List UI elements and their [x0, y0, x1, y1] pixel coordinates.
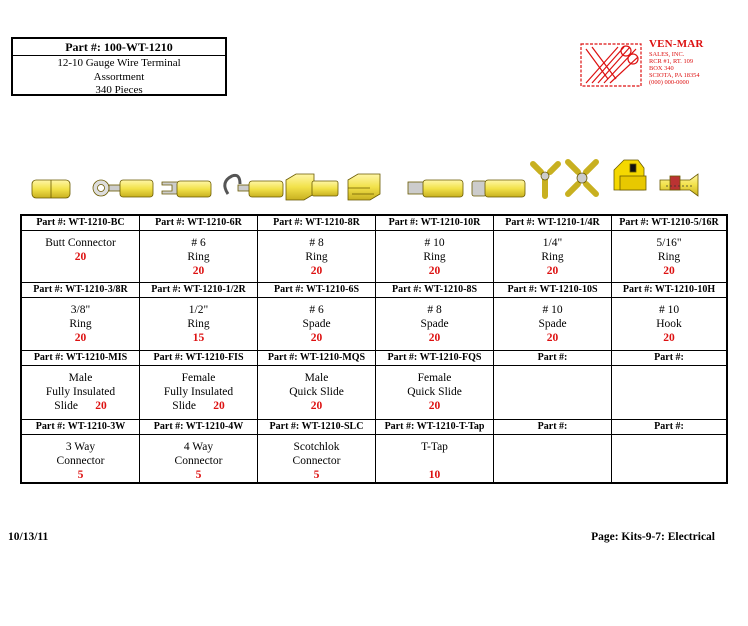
logo-line: SCIOTA, PA 18354: [649, 72, 700, 79]
part-cell: [22, 435, 140, 482]
part-desc: Scotchlok: [293, 441, 340, 453]
part-desc: Spade: [302, 318, 331, 330]
part-cell: [612, 231, 726, 282]
logo-line: BOX 340: [649, 65, 674, 72]
part-number-cell: Part #: WT-1210-BC: [22, 216, 140, 230]
part-desc: Butt Connector: [45, 237, 116, 249]
part-desc: # 10: [542, 304, 563, 316]
part-number-cell: Part #:: [494, 420, 612, 434]
footer-page: Page: Kits-9-7: Electrical: [591, 531, 715, 543]
part-number-cell: Part #: WT-1210-3/8R: [22, 283, 140, 297]
part-qty: 20: [663, 265, 675, 277]
description-line: 340 Pieces: [95, 84, 143, 96]
part-desc: 5/16": [656, 237, 682, 249]
part-number-cell: Part #: WT-1210-6R: [140, 216, 258, 230]
part-desc: 3 Way: [65, 441, 96, 453]
terminal-pictures: [30, 150, 720, 210]
part-cell: [22, 366, 140, 419]
part-cell-empty: [494, 366, 612, 419]
parts-table: [20, 214, 728, 484]
female-slide-icon: [348, 174, 380, 200]
part-qty: 20: [428, 265, 441, 277]
part-desc: Ring: [305, 251, 328, 263]
part-desc: Slide: [172, 400, 196, 412]
part-desc: # 8: [427, 304, 442, 316]
part-desc: Ring: [423, 251, 446, 263]
part-desc: # 8: [309, 237, 324, 249]
part-desc: Spade: [420, 318, 449, 330]
part-number-cell: Part #: WT-1210-10H: [622, 284, 716, 295]
description-line: 12-10 Gauge Wire Terminal: [57, 57, 181, 69]
part-number-cell: Part #:: [494, 351, 612, 365]
part-qty: 20: [310, 400, 323, 412]
part-desc: Male: [304, 372, 329, 384]
part-cell: [376, 298, 494, 350]
part-number-cell: Part #: WT-1210-1/4R: [494, 216, 612, 230]
part-cell: [612, 298, 726, 350]
part-number-cell: Part #: WT-1210-FIS: [140, 351, 258, 365]
part-desc: Connector: [56, 455, 105, 467]
part-number-cell: Part #: WT-1210-10S: [494, 283, 612, 297]
table-header-row: [22, 283, 726, 298]
part-number-cell: Part #: WT-1210-10R: [376, 216, 494, 230]
part-cell: [22, 298, 140, 350]
male-quick-slide-icon: [408, 180, 463, 197]
part-qty: 20: [546, 265, 559, 277]
part-cell: [140, 435, 258, 482]
part-qty: 20: [428, 400, 441, 412]
logo-emblem-icon: [578, 39, 648, 91]
part-qty: 20: [310, 265, 323, 277]
part-desc: 1/2": [188, 304, 209, 316]
spade-terminal-icon: [162, 181, 211, 197]
logo-line: RCR #1, RT. 109: [649, 58, 694, 65]
part-desc: # 10: [658, 304, 680, 316]
part-qty: 20: [95, 400, 107, 412]
part-desc: Male: [68, 372, 93, 384]
company-logo: [578, 39, 718, 89]
part-qty: 5: [77, 469, 84, 481]
part-desc: Connector: [174, 455, 223, 467]
part-desc: 4 Way: [183, 441, 214, 453]
part-qty: 15: [192, 332, 205, 344]
logo-brand: VEN-MAR: [649, 38, 704, 50]
butt-connector-icon: [32, 180, 70, 198]
part-cell-empty: [494, 435, 612, 482]
four-way-connector-icon: [568, 162, 596, 194]
part-cell-empty: [612, 366, 726, 419]
part-desc: Fully Insulated: [163, 386, 234, 398]
part-cell: [258, 435, 376, 482]
header-description: [13, 56, 225, 98]
hook-terminal-icon: [225, 175, 283, 197]
part-number-cell: Part #: WT-1210-8R: [258, 216, 376, 230]
part-desc: # 6: [309, 304, 324, 316]
part-cell: [258, 298, 376, 350]
part-desc: Hook: [656, 318, 682, 330]
part-desc: # 10: [424, 237, 445, 249]
part-cell: [140, 298, 258, 350]
part-qty: 5: [313, 469, 320, 481]
scotchlok-connector-icon: [614, 160, 646, 190]
part-desc: # 6: [191, 237, 206, 249]
part-number-cell: Part #: WT-1210-3W: [22, 420, 140, 434]
part-cell: [258, 366, 376, 419]
part-desc: 3/8": [70, 304, 91, 316]
part-number-cell: Part #: WT-1210-MIS: [22, 351, 140, 365]
part-number-cell: Part #: WT-1210-1/2R: [140, 283, 258, 297]
part-number-cell: Part #: WT-1210-T-Tap: [376, 420, 494, 434]
logo-line: SALES, INC.: [649, 51, 685, 58]
footer-date: 10/13/11: [8, 531, 49, 543]
part-desc: Quick Slide: [407, 386, 462, 398]
part-number-cell: Part #: WT-1210-MQS: [258, 351, 376, 365]
part-number-cell: Part #: WT-1210-5/16R: [619, 217, 719, 228]
part-desc: Female: [181, 372, 216, 384]
part-qty: 20: [74, 332, 87, 344]
part-number-cell: Part #: WT-1210-6S: [258, 283, 376, 297]
part-desc: Slide: [54, 400, 78, 412]
part-desc: Ring: [541, 251, 564, 263]
t-tap-connector-icon: [660, 174, 698, 196]
header-part-number: Part #: 100-WT-1210: [13, 39, 225, 56]
table-body-row: [22, 231, 726, 283]
part-desc: Quick Slide: [289, 386, 344, 398]
part-number-cell: Part #: WT-1210-SLC: [258, 420, 376, 434]
male-slide-icon: [286, 174, 338, 200]
table-body-row: [22, 435, 726, 482]
part-cell: [258, 231, 376, 282]
part-desc: T-Tap: [421, 441, 448, 453]
part-desc: Female: [417, 372, 452, 384]
part-desc: Connector: [292, 455, 341, 467]
part-number-cell: Part #:: [654, 421, 684, 432]
part-cell: [140, 366, 258, 419]
part-qty: 10: [428, 469, 441, 481]
part-qty: 20: [428, 332, 441, 344]
part-desc: Ring: [657, 251, 681, 263]
part-header-box: [11, 37, 227, 96]
part-cell: [140, 231, 258, 282]
part-qty: 20: [192, 265, 205, 277]
part-qty: 20: [74, 251, 87, 263]
table-body-row: [22, 366, 726, 420]
description-line: Assortment: [93, 70, 145, 83]
part-number-cell: Part #: WT-1210-4W: [140, 420, 258, 434]
part-desc: 1/4": [542, 237, 563, 249]
table-header-row: [22, 351, 726, 366]
part-cell: [376, 435, 494, 482]
part-cell: [376, 231, 494, 282]
part-qty: 20: [213, 400, 225, 412]
part-cell: [494, 231, 612, 282]
part-number-cell: Part #: WT-1210-FQS: [376, 351, 494, 365]
three-way-connector-icon: [533, 164, 558, 196]
part-desc: Ring: [69, 318, 92, 330]
part-number-cell: Part #: WT-1210-8S: [376, 283, 494, 297]
part-desc: Ring: [187, 251, 210, 263]
part-desc: Fully Insulated: [45, 386, 116, 398]
part-number-cell: Part #:: [654, 352, 684, 363]
part-cell: [22, 231, 140, 282]
female-quick-slide-icon: [472, 180, 525, 197]
part-cell: [494, 298, 612, 350]
part-qty: 20: [310, 332, 323, 344]
table-body-row: [22, 298, 726, 351]
part-qty: 20: [546, 332, 559, 344]
ring-terminal-icon: [93, 180, 153, 197]
part-cell: [376, 366, 494, 419]
table-header-row: [22, 216, 726, 231]
part-desc: Ring: [187, 318, 210, 330]
part-qty: 20: [663, 332, 675, 344]
logo-line: (000) 000-0000: [649, 79, 689, 86]
table-header-row: [22, 420, 726, 435]
part-qty: 5: [195, 469, 202, 481]
part-desc: Spade: [538, 318, 567, 330]
part-cell-empty: [612, 435, 726, 482]
